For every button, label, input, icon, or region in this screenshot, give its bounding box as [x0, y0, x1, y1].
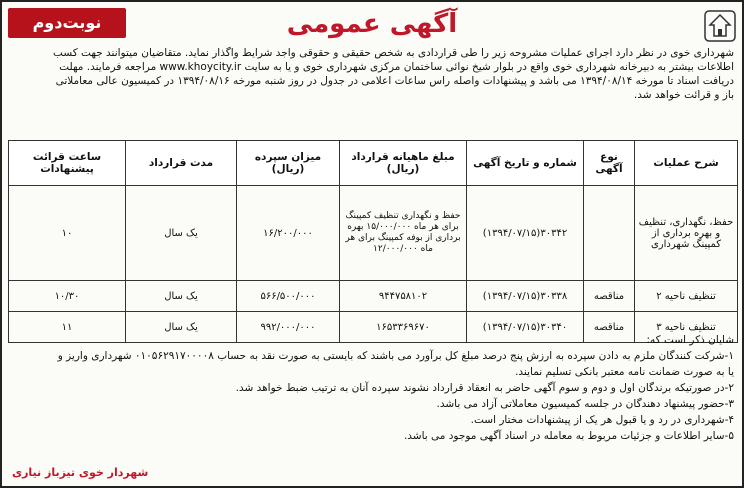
intro-line: اطلاعات بیشتر به دبیرخانه شهرداری خوی واقع در بلوار شیخ نوائی ساختمان مرکزی شهرداری خوی و یا به سایت www.khoycity.ir مراجعه فرمایند. مهلت: [59, 61, 734, 73]
table-header-row: [9, 141, 738, 186]
column-header: نوع آگهی: [584, 141, 635, 186]
table-cell: ۱۰: [9, 186, 126, 281]
table-cell: تنظیف ناحیه ۲: [635, 281, 738, 312]
header: [2, 2, 742, 46]
intro-line: دریافت اسناد تا مورخه ۱۳۹۴/۰۸/۱۴ می باشد و پیشنهادات واصله راس ساعات اعلامی در جدول در روز شنبه مورخه ۱۳۹۴/۰۸/۱۶ در کمیسیون عالی معاملاتی: [55, 75, 734, 87]
table-cell: مناقصه: [584, 312, 635, 343]
table-cell: ۵۶۶/۵۰۰/۰۰۰: [237, 281, 340, 312]
table-cell: حفظ، نگهداری، تنظیف و بهره برداری از کمپینگ شهرداری: [635, 186, 738, 281]
intro-line: باز و قرائت خواهد شد.: [633, 89, 734, 101]
table-row: [9, 281, 738, 312]
notes-section: [10, 332, 734, 444]
table-cell: ۱۰/۳۰: [9, 281, 126, 312]
table-cell: تنظیف ناحیه ۳: [635, 312, 738, 343]
note-item: ۲-در صورتیکه برندگان اول و دوم و سوم آگهی حاضر به انعقاد قرارداد نشوند سپرده آنان به ترتیب ضبط خواهد شد.: [235, 382, 734, 394]
table-cell: ۹۴۴۷۵۸۱۰۲: [340, 281, 467, 312]
column-header: شرح عملیات: [635, 141, 738, 186]
table-cell: یک سال: [126, 281, 237, 312]
note-item: یا به صورت ضمانت نامه معتبر بانکی تسلیم نمایند.: [515, 366, 734, 378]
table-cell: حفظ و نگهداری تنظیف کمپینگ برای هر ماه ۱۵/۰۰۰/۰۰۰ بهره برداری از بوفه کمپینگ برای هر ماه ۱۲/۰۰۰/۰۰۰: [340, 186, 467, 281]
column-header: مبلغ ماهیانه قرارداد (ریال): [340, 141, 467, 186]
table-cell: ۳۰۳۴۰(۱۳۹۴/۰۷/۱۵): [467, 312, 584, 343]
edition-badge: نوبت‌دوم: [8, 8, 126, 38]
table-row: [9, 186, 738, 281]
column-header: ساعت قرائت پیشنهادات: [9, 141, 126, 186]
table-cell: ۳۰۳۳۸(۱۳۹۴/۰۷/۱۵): [467, 281, 584, 312]
table-cell: ۳۰۳۴۲(۱۳۹۴/۰۷/۱۵): [467, 186, 584, 281]
table-cell: یک سال: [126, 186, 237, 281]
table-cell: ۱۶/۲۰۰/۰۰۰: [237, 186, 340, 281]
column-header: مدت قرارداد: [126, 141, 237, 186]
intro-paragraph: [10, 46, 734, 102]
table-cell: ۱۱: [9, 312, 126, 343]
operations-table: [8, 140, 738, 343]
table-cell: یک سال: [126, 312, 237, 343]
column-header: شماره و تاریخ آگهی: [467, 141, 584, 186]
table-cell: [584, 186, 635, 281]
note-item: ۳-حضور پیشنهاد دهندگان در جلسه کمیسیون معاملاتی آزاد می باشد.: [436, 398, 734, 410]
note-item: ۴-شهرداری در رد و یا قبول هر یک از پیشنهادات مختار است.: [470, 414, 734, 426]
note-item: ۵-سایر اطلاعات و جزئیات مربوط به معامله در اسناد آگهی موجود می باشد.: [403, 430, 734, 442]
municipality-logo-icon: [704, 10, 736, 42]
table-cell: مناقصه: [584, 281, 635, 312]
notes-heading: شایان ذکر است که:: [646, 334, 734, 346]
table-cell: ۱۶۵۳۳۶۹۶۷۰: [340, 312, 467, 343]
intro-line: شهرداری خوی در نظر دارد اجرای عملیات مشروحه زیر را طی قراردادی به شخص حقیقی و حقوقی واجد شرایط واگذار نماید. متقاضیان میتوانند جهت کسب: [53, 47, 734, 59]
page-title: آگهی عمومی: [286, 9, 458, 39]
signature: شهردار خوی تیزباز نیاری: [12, 466, 149, 479]
table-cell: ۹۹۲/۰۰۰/۰۰۰: [237, 312, 340, 343]
column-header: میزان سپرده (ریال): [237, 141, 340, 186]
note-item: ۱-شرکت کنندگان ملزم به دادن سپرده به ارزش پنج درصد مبلغ کل برآورد می باشند که بایستی به صورت نقد به حساب ۰۱۰۵۶۲۹۱۷۰۰۰۰۸ شهرداری واریز و: [57, 350, 734, 362]
